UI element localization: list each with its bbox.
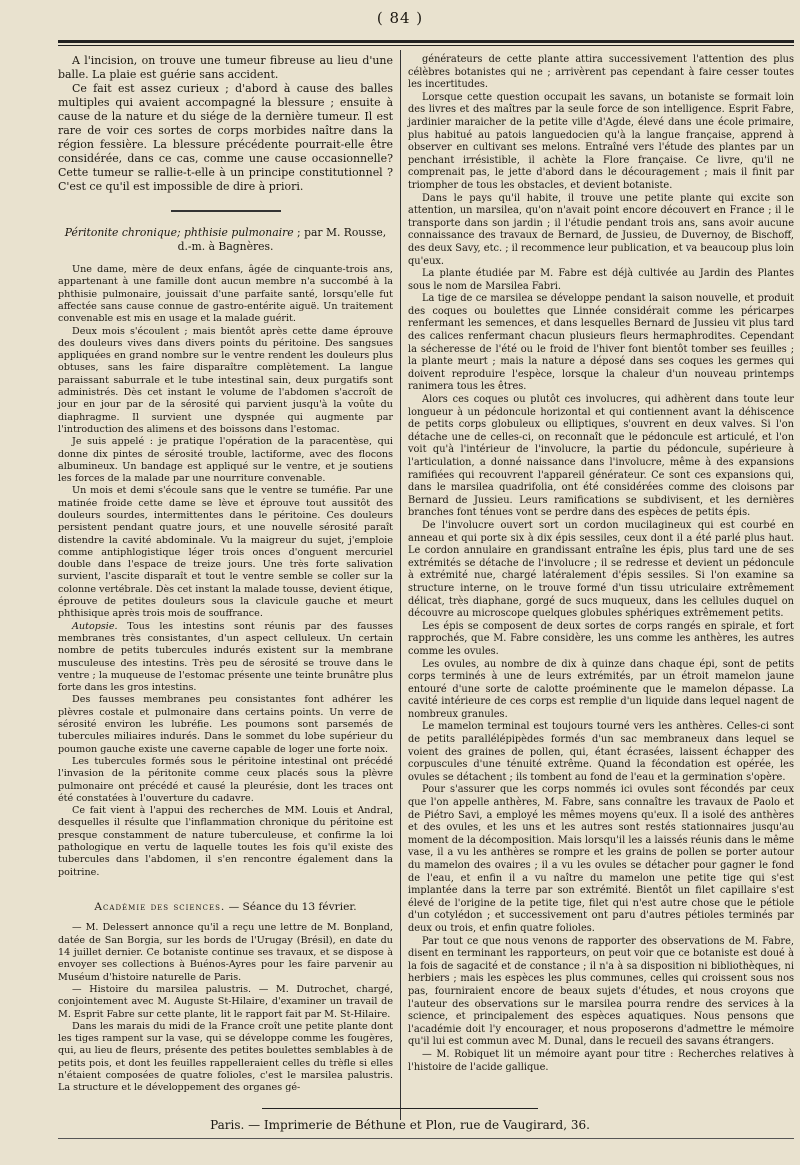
paragraph: Les tubercules formés sous le péritoine intestinal ont précédé l'invasion de la péritonite comme ceux placés sous la plèvre pulmonaire ont précédé et causé la pleurésie, dont les traces ont été constatées à l'ouverture du cadavre.	[58, 755, 393, 804]
paragraph: Ce fait est assez curieux ; d'abord à cause des balles multiples qui avaient accompagné la blessure ; ensuite à cause de la nature et du siége de la dernière tumeur. Il est rare de voir ces sortes de corps morbides naître dans la région fessière. La blessure précédente pourrait-elle être considérée, dans ce cas, comme une cause occasionnelle? Cette tumeur se rallie-t-elle à un principe constitutionnel ? C'est ce qu'il est impossible de dire à priori.	[58, 82, 393, 194]
article-title	[58, 226, 393, 254]
paragraph: Dans les marais du midi de la France croît une petite plante dont les tiges rampent sur la vase, qui se développe comme les fougères, qui, au lieu de fleurs, présente des petites boulettes semblables à de petits pois, et dont les feuilles rappelleraient celles du trèfle si elles n'étaient composées de quatre folioles, c'est le marsilea palustris. La structure et le développement des organes gé-	[58, 1020, 393, 1094]
paragraph: générateurs de cette plante attira successivement l'attention des plus célèbres botanistes qui ne ; arrivèrent pas cependant à faire cesser toutes les incertitudes.	[408, 54, 794, 91]
paragraph: Des fausses membranes peu consistantes font adhérer les plèvres costale et pulmonaire dans certains points. Un verre de sérosité environ les lubréfie. Les poumons sont parsemés de tubercules miliaires indurés. Dans le sommet du lobe supérieur du poumon gauche existe une caverne capable de loger une forte noix.	[58, 694, 393, 755]
paragraph: — Histoire du marsilea palustris. — M. Dutrochet, chargé, conjointement avec M. Auguste St-Hilaire, d'examiner un travail de M. Esprit Fabre sur cette plante, lit le rapport fait par M. St-Hilaire.	[58, 983, 393, 1020]
page-number: ( 84 )	[376, 9, 424, 27]
paragraph: Deux mois s'écoulent ; mais bientôt après cette dame éprouve des douleurs vives dans divers points du péritoine. Des sangsues appliquées en grand nombre sur le ventre rendent les douleurs plus obtuses, sans les faire disparaître complètement. La langue paraissant saburrale et le tube intestinal sain, deux purgatifs sont administrés. Dès cet instant le volume de l'abdomen s'accroît de jour en jour par de la sérosité qui parvient jusqu'à la voûte du diaphragme. Il survient une dyspnée qui augmente par l'introduction des alimens et des boissons dans l'estomac.	[58, 325, 393, 435]
left-column	[58, 54, 393, 1095]
article-title-author: ; par M. Rousse, d.-m. à Bagnères.	[177, 226, 387, 254]
paragraph: De l'involucre ouvert sort un cordon mucilagineux qui est courbé en anneau et qui porte six à dix épis sessiles, ceux dont il a été parlé plus haut. Le cordon annulaire en grandissant entraîne les épis, plus tard une de ses extrémités se détache de l'involucre ; il se redresse et devient un pédoncule à extrémité nue, chargé latéralement d'épis sessiles. Si l'on examine sa structure interne, on le trouve formé d'un tissu utriculaire extrêmement délicat, très diaphane, gorgé de sucs muqueux, dans les cellules duquel on découvre au microscope quelques globules sphériques extrêmement petits.	[408, 519, 794, 620]
printer-imprint: Paris. — Imprimerie de Béthune et Plon, rue de Vaugirard, 36.	[210, 1118, 590, 1132]
paragraph: La tige de ce marsilea se développe pendant la saison nouvelle, et produit des coques ou boulettes que Linnée considérait comme les péricarpes renfermant les semences, et dans lesquelles Bernard de Jussieu vit plus tard des calices renfermant chacun plusieurs fleurs hermaphrodites. Cependant la sécheresse de l'été ou le froid de l'hiver font bientôt tomber ses feuilles ; la plante meurt ; mais la nature a déposé dans ses coques les germes qui doivent reproduire l'espèce, lorsque la chaleur d'un nouveau printemps ranimera tous les êtres.	[408, 293, 794, 393]
section-heading-name: Académie des sciences.	[94, 900, 226, 913]
paragraph: A l'incision, on trouve une tumeur fibreuse au lieu d'une balle. La plaie est guérie sans accident.	[58, 54, 393, 82]
article-title-italic: Péritonite chronique; phthisie pulmonaire	[64, 226, 294, 240]
paragraph: Un mois et demi s'écoule sans que le ventre se tuméfie. Par une matinée froide cette dame se lève et éprouve tout aussitôt des douleurs sourdes, intermittentes dans le péritoine. Ces douleurs persistent pendant quatre jours, et une nouvelle sérosité paraît distendre la cavité abdominale. Vu la maigreur du sujet, j'emploie comme antiphlogistique léger trois onces d'onguent mercuriel double dans l'espace de treize jours. Une très forte salivation survient, l'ascite disparaît et tout le ventre semble se coller sur la colonne vertébrale. Dès cet instant la malade tousse, devient étique, éprouve de petites douleurs sous la clavicule gauche et meurt phthisique après trois mois de souffrance.	[58, 485, 393, 620]
header-rule	[58, 40, 794, 46]
paragraph: Dans le pays qu'il habite, il trouve une petite plante qui excite son attention, un marsilea, qu'on n'avait point encore découvert en France ; il le transporte dans son jardin ; il l'étudie pendant trois ans, sans avoir aucune connaissance des travaux de Bernard, de Jussieu, de Duvernoy, de Bischoff, des deux Savy, etc. ; il recommence leur publication, et va beaucoup plus loin qu'eux.	[408, 192, 794, 267]
paragraph: Les ovules, au nombre de dix à quinze dans chaque épi, sont de petits corps terminés à une de leurs extrémités, par un étroit mamelon jaune entouré d'une sorte de calotte proéminente que le mamelon dépasse. La cavité intérieure de ces corps est remplie d'un liquide dans lequel nagent de nombreux granules.	[408, 658, 794, 720]
paragraph	[58, 621, 393, 695]
paragraph: Lorsque cette question occupait les savans, un botaniste se formait loin des livres et des maîtres par la seule force de son intelligence. Esprit Fabre, jardinier maraicher de la petite ville d'Agde, élevé dans une école primaire, plus habitué au patois languedocien qu'à la langue française, apprend à observer en cultivant ses melons. Entraîné vers l'étude des plantes par un penchant irrésistible, il achète la Flore française. Ce livre, qu'il ne comprenait pas, le jette d'abord dans le découragement ; mais il finit par triompher de tous les obstacles, et devient botaniste.	[408, 91, 794, 191]
paragraph: Pour s'assurer que les corps nommés ici ovules sont fécondés par ceux que l'on appelle anthères, M. Fabre, sans connaître les travaux de Paolo et de Piétro Savi, a employé les mêmes moyens qu'eux. Il a isolé des anthères et des ovules, et les uns et les autres sont restés stationnaires jusqu'au moment de la décomposition. Mais lorsqu'il les a laissés réunis dans le même vase, il a vu les anthères se rompre et les grains de pollen se porter autour du mamelon des ovaires ; il a vu les ovules se détacher pour gagner le fond de l'eau, et enfin il a vu naître du mamelon une petite tige qui s'est implantée dans la terre par son extrémité. Bientôt un filet capillaire s'est élevé de l'origine de la petite tige, filet qui n'est autre chose que le pétiole d'un cotylédon ; et successivement ont paru d'autres pétioles terminés par deux ou trois, et enfin quatre folioles.	[408, 784, 794, 934]
paragraph: — M. Robiquet lit un mémoire ayant pour titre : Recherches relatives à l'histoire de l'acide gallique.	[408, 1048, 794, 1073]
paragraph: Une dame, mère de deux enfans, âgée de cinquante-trois ans, appartenant à une famille dont aucun membre n'a succombé à la phthisie pulmonaire, jouissait d'une parfaite santé, lorsqu'elle fut affectée sans cause connue de gastro-entérite aiguë. Un traitement convenable est mis en usage et la malade guérit.	[58, 264, 393, 325]
footer-rule	[262, 1108, 538, 1109]
section-divider	[171, 210, 281, 212]
autopsy-label: Autopsie.	[72, 620, 118, 632]
column-divider	[400, 50, 401, 1120]
bottom-rule	[58, 1138, 794, 1139]
paragraph: — M. Delessert annonce qu'il a reçu une lettre de M. Bonpland, datée de San Borgia, sur les bords de l'Urugay (Brésil), en date du 14 juillet dernier. Ce botaniste continue ses travaux, et se dispose à envoyer ses collections à Buénos-Ayres pour les faire parvenir au Muséum d'histoire naturelle de Paris.	[58, 922, 393, 983]
paragraph: Les épis se composent de deux sortes de corps rangés en spirale, et fort rapprochés, que M. Fabre considère, les uns comme les anthères, les autres comme les ovules.	[408, 620, 794, 657]
paragraph: La plante étudiée par M. Fabre est déjà cultivée au Jardin des Plantes sous le nom de Marsilea Fabri.	[408, 268, 794, 292]
section-heading	[58, 901, 393, 915]
right-column	[408, 54, 794, 1074]
paragraph: Le mamelon terminal est toujours tourné vers les anthères. Celles-ci sont de petits parallélépipèdes formés d'un sac membraneux dans lequel se voient des graines de pollen, qui, étant écrasées, laissent échapper des corpuscules d'une ténuité extrême. Quand la fécondation est opérée, les ovules se détachent ; ils tombent au fond de l'eau et la germination s'opère.	[408, 721, 794, 783]
paragraph: Alors ces coques ou plutôt ces involucres, qui adhèrent dans toute leur longueur à un pédoncule horizontal et qui contiennent avant la déhiscence de petits corps globuleux ou elliptiques, s'ouvrent en deux valves. Si l'on détache une de celles-ci, on reconnaît que le pédoncule est articulé, et l'on voit qu'à l'intérieur de l'involucre, la partie du pédoncule, supérieure à l'articulation, a donné naissance dans l'involucre, même à des expansions ramifiées qui recouvrent l'appareil générateur. Ce sont ces expansions qui, dans le marsilea quadrifolia, ont été considérées comme des cloisons par Bernard de Jussieu. Leurs ramifications se subdivisent, et les dernières branches font ténues vont se perdre dans des espèces de petits épis.	[408, 394, 794, 519]
paragraph: Ce fait vient à l'appui des recherches de MM. Louis et Andral, desquelles il résulte que l'inflammation chronique du péritoine est presque constamment de nature tuberculeuse, et confirme la loi pathologique en vertu de laquelle toutes les fois qu'il existe des tubercules dans l'abdomen, il s'en rencontre également dans la poitrine.	[58, 805, 393, 878]
paragraph: Par tout ce que nous venons de rapporter des observations de M. Fabre, disent en terminant les rapporteurs, on peut voir que ce botaniste est doué à la fois de sagacité et de constance ; il n'a à sa disposition ni bibliothèques, ni herbiers ; mais les espèces les plus communes, celles qui croissent sous nos pas, fourniraient encore de beaux sujets d'études, et nous croyons que l'auteur des observations sur le marsilea pourra rendre des services à la science, et principalement des espèces aquatiques. Nous pensons que l'académie doit l'y encourager, et nous proposerons d'admettre le mémoire qu'il lui est commun avec M. Dunal, dans le recueil des savans étrangers.	[408, 935, 794, 1048]
paragraph: Je suis appelé : je pratique l'opération de la paracentèse, qui donne dix pintes de sérosité trouble, lactiforme, avec des flocons albumineux. Un bandage est appliqué sur le ventre, et je soutiens les forces de la malade par une nourriture convenable.	[58, 436, 393, 485]
autopsy-text: Tous les intestins sont réunis par des fausses membranes très consistantes, d'un aspect celluleux. Un certain nombre de petits tubercules indurés existent sur la membrane musculeuse des intestins. Très peu de sérosité se trouve dans le ventre ; la muqueuse de l'estomac présente une teinte brunâtre plus forte dans les gros intestins.	[58, 620, 393, 694]
section-heading-date: — Séance du 13 février.	[225, 900, 357, 913]
